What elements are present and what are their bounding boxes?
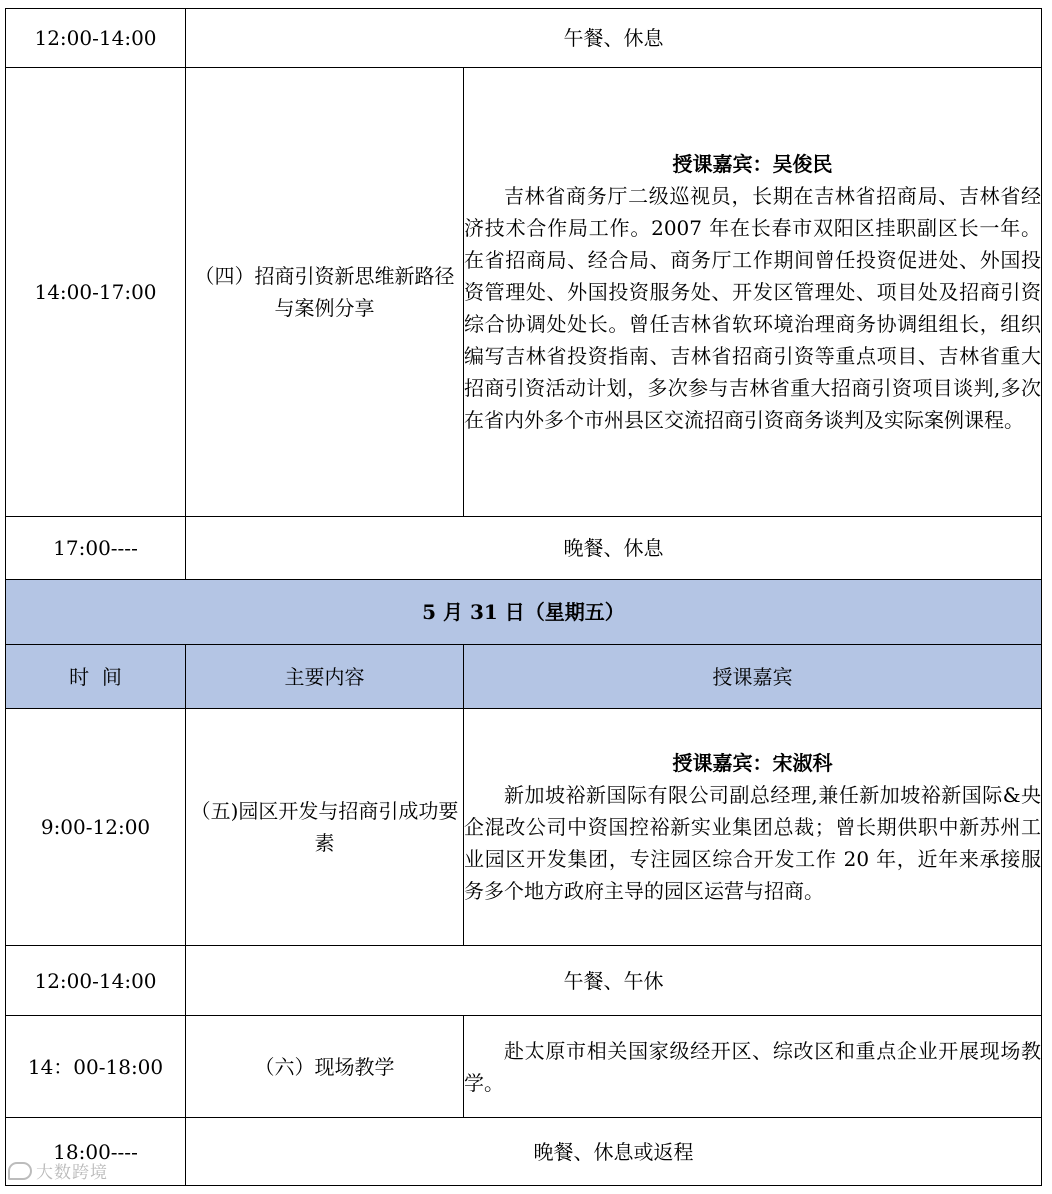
speaker-bio: 吉林省商务厅二级巡视员，长期在吉林省招商局、吉林省经济技术合作局工作。2007 年在长春市双阳区挂职副区长一年。在省招商局、经合局、商务厅工作期间曾任投资促进处、外国投资管理处、外国投资服务处、开发区管理处、项目处及招商引资综合协调处处长。曾任吉林省软环境治理商务协调组组长，组织编写吉林省投资指南、吉林省招商引资等重点项目、吉林省重大招商引资活动计划，多次参与吉林省重大招商引资项目谈判,多次在省内外多个市州县区交流招商引资商务谈判及实际案例课程。: [464, 184, 1041, 432]
header-content: 主要内容: [186, 645, 464, 709]
table-row: [6, 517, 1042, 580]
activity-cell: 晚餐、休息: [186, 517, 1042, 580]
topic-cell: （四）招商引资新思维新路径与案例分享: [186, 68, 464, 517]
speaker-cell: [464, 709, 1042, 946]
speaker-cell: [464, 68, 1042, 517]
column-header-row: [6, 645, 1042, 709]
topic-cell: （六）现场教学: [186, 1016, 464, 1118]
table-row: [6, 9, 1042, 68]
time-cell: 12:00-14:00: [6, 9, 186, 68]
time-cell: 9:00-12:00: [6, 709, 186, 946]
header-time: 时 间: [6, 645, 186, 709]
watermark-logo-icon: [8, 1162, 32, 1180]
time-cell: 18:00----: [6, 1118, 186, 1186]
activity-cell: 午餐、午休: [186, 946, 1042, 1016]
day-title: 5 月 31 日（星期五）: [6, 580, 1042, 645]
time-cell: 14：00-18:00: [6, 1016, 186, 1118]
time-cell: 17:00----: [6, 517, 186, 580]
watermark: [8, 1158, 108, 1183]
table-row: [6, 946, 1042, 1016]
topic-cell: （五)园区开发与招商引成功要素: [186, 709, 464, 946]
speaker-name: 授课嘉宾：宋淑科: [672, 751, 833, 775]
time-cell: 14:00-17:00: [6, 68, 186, 517]
table-row: [6, 1118, 1042, 1186]
description-text: 赴太原市相关国家级经开区、综改区和重点企业开展现场教学。: [464, 1038, 1041, 1095]
activity-cell: 晚餐、休息或返程: [186, 1118, 1042, 1186]
watermark-text: 大数跨境: [36, 1163, 108, 1183]
header-speaker: 授课嘉宾: [464, 645, 1042, 709]
speaker-bio: 新加坡裕新国际有限公司副总经理,兼任新加坡裕新国际&央企混改公司中资国控裕新实业集团总裁；曾长期供职中新苏州工业园区开发集团，专注园区综合开发工作 20 年，近年来承接服务多个地方政府主导的园区运营与招商。: [464, 783, 1041, 903]
day-header-row: [6, 580, 1042, 645]
table-row: [6, 709, 1042, 946]
time-cell: 12:00-14:00: [6, 946, 186, 1016]
table-row: [6, 68, 1042, 517]
schedule-table: [5, 8, 1042, 1186]
table-row: [6, 1016, 1042, 1118]
activity-cell: 午餐、休息: [186, 9, 1042, 68]
speaker-name: 授课嘉宾：吴俊民: [672, 152, 833, 176]
description-cell: [464, 1016, 1042, 1118]
